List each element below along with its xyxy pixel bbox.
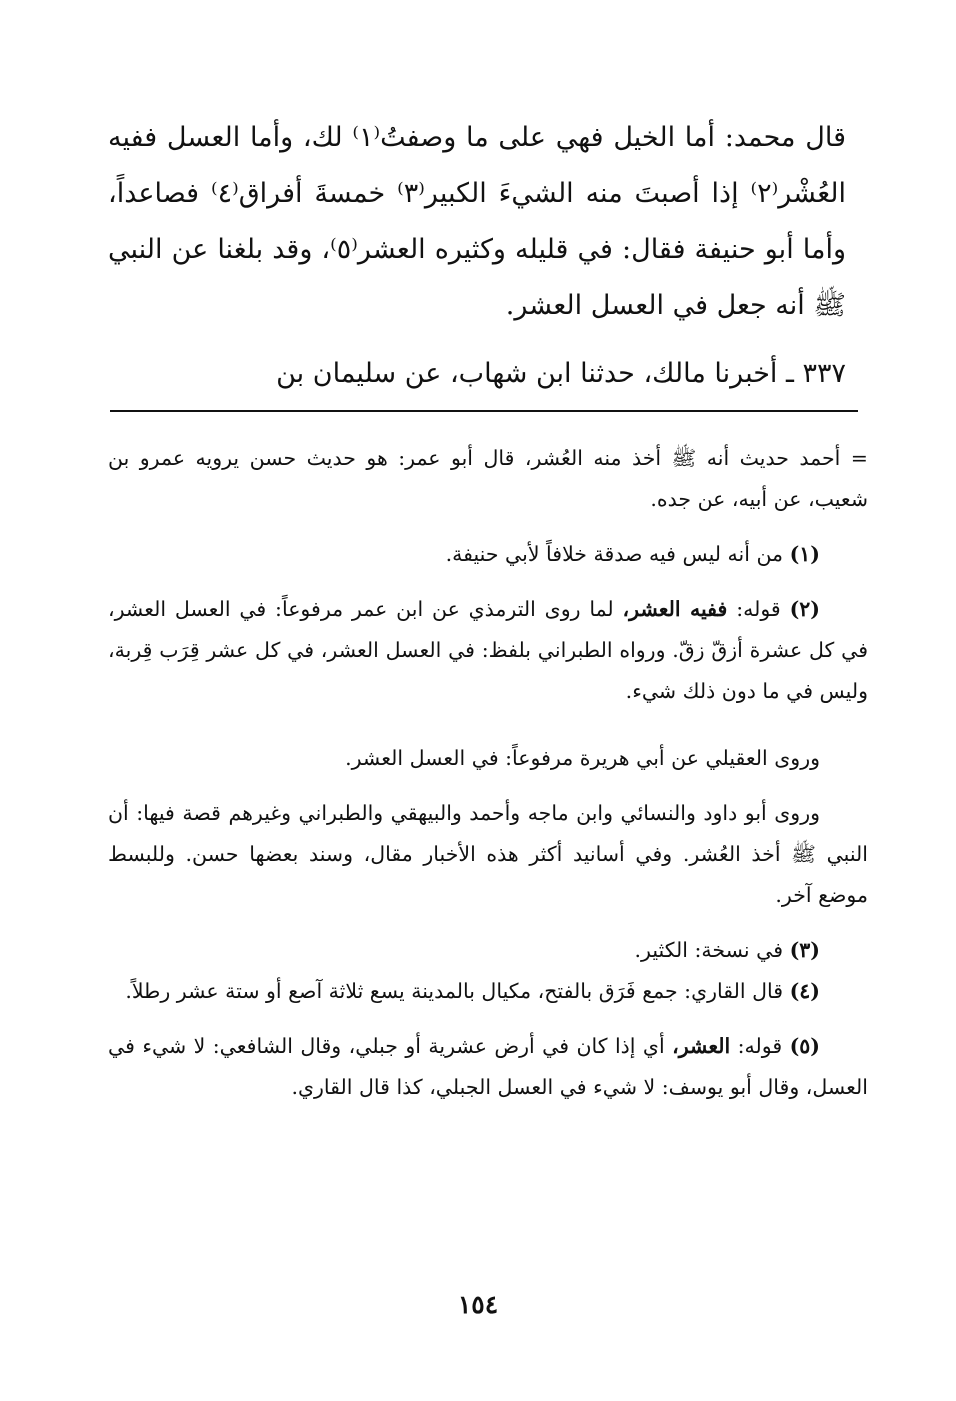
footnote-text: قال القاري: جمع فَرَق بالفتح، مكيال بالمدينة يسع ثلاثة آصع أو ستة عشر رطلاً. [125, 979, 784, 1003]
footnote-continuation: = أحمد حديث أنه ﷺ أخذ منه العُشر، قال أبو عمر: هو حديث حسن يرويه عمرو بن شعيب، عن أبيه، عن جده. [108, 446, 868, 511]
footnote-keyword: العشر، [672, 1034, 731, 1058]
footnote-keyword: ففيه العشر، [622, 597, 728, 621]
footnote-2 [108, 589, 868, 712]
footnote-3 [108, 930, 868, 971]
footnote-intro: قوله: [736, 597, 781, 621]
footnote-number: (٢) [789, 597, 820, 621]
page-number: ١٥٤ [457, 1290, 499, 1319]
footnotes [108, 438, 868, 1108]
footnote-number: (٣) [789, 938, 820, 962]
main-paragraph: قال محمد: أما الخيل فهي على ما وصفتُ⁽١⁾ لك، وأما العسل ففيه العُشْر⁽٢⁾ إذا أصبتَ منه الشيءَ الكبير⁽٣⁾ خمسةَ أفراق⁽٤⁾ فصاعداً، وأما أبو حنيفة فقال: في قليله وكثيره العشر⁽٥⁾، وقد بلغنا عن النبي ﷺ أنه جعل في العسل العشر. [108, 122, 846, 321]
footnote-4 [108, 971, 868, 1012]
footnote-2-paragraph-3: وروى أبو داود والنسائي وابن ماجه وأحمد والبيهقي والطبراني وغيرهم قصة فيها: أن النبي ﷺ أخذ العُشر. وفي أسانيد أكثر هذه الأخبار مقال، وسند بعضها حسن. وللبسط موضع آخر. [108, 801, 868, 907]
footnote-intro: قوله: [737, 1034, 783, 1058]
footnote-text: في نسخة: الكثير. [634, 938, 784, 962]
footnote-5 [108, 1026, 868, 1108]
footnote-text: لما روى الترمذي عن ابن عمر مرفوعاً: في العسل العشر، في كل عشرة أزقّ زقّ. ورواه الطبراني بلفظ: في العسل العشر، في كل عشر قِرَب قِربة، وليس في ما دون ذلك شيء. [108, 597, 868, 703]
hadith-337-start: ٣٣٧ ـ أخبرنا مالك، حدثنا ابن شهاب، عن سليمان بن [276, 358, 846, 389]
footnote-text: أي إذا كان في أرض عشرية أو جبلي، وقال الشافعي: لا شيء في العسل، وقال أبو يوسف: لا شيء في العسل الجبلي، كذا قال القاري. [108, 1034, 868, 1099]
footnote-divider [110, 410, 858, 412]
footnote-number: (١) [789, 542, 820, 566]
footnote-2-paragraph-2: وروى العقيلي عن أبي هريرة مرفوعاً: في العسل العشر. [345, 746, 820, 770]
footnote-text: من أنه ليس فيه صدقة خلافاً لأبي حنيفة. [445, 542, 784, 566]
footnote-1 [108, 534, 868, 575]
main-text [108, 110, 846, 402]
footnote-number: (٥) [789, 1034, 820, 1058]
footnote-number: (٤) [789, 979, 820, 1003]
